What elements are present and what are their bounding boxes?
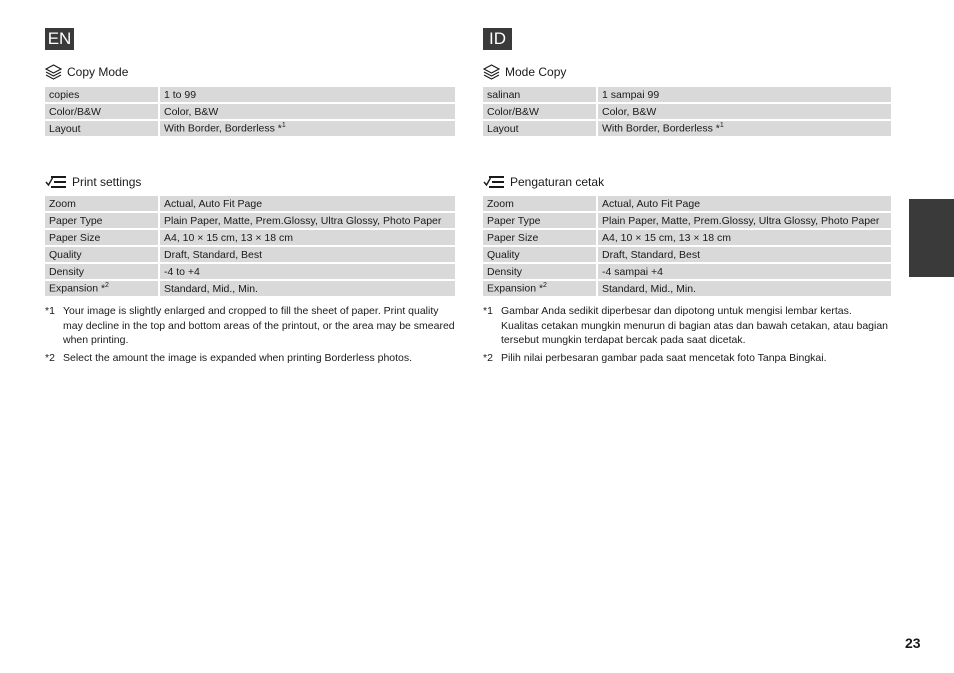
copy-mode-heading	[483, 62, 566, 82]
page-number: 23	[905, 635, 921, 651]
row-key: Density	[45, 264, 160, 279]
row-key: Paper Size	[45, 230, 160, 245]
row-key: Paper Type	[45, 213, 160, 228]
row-value: Actual, Auto Fit Page	[160, 196, 455, 211]
row-value-text: With Border, Borderless *	[164, 122, 282, 135]
row-value: Plain Paper, Matte, Prem.Glossy, Ultra Glossy, Photo Paper	[160, 213, 455, 228]
footnote	[483, 351, 891, 366]
row-key: Color/B&W	[483, 104, 598, 119]
footnote-text: Select the amount the image is expanded when printing Borderless photos.	[63, 351, 413, 364]
row-value: Color, B&W	[598, 104, 891, 119]
table-row	[483, 247, 891, 262]
table-row	[483, 213, 891, 228]
footnote	[45, 351, 455, 366]
row-value: Color, B&W	[160, 104, 455, 119]
row-key: Zoom	[45, 196, 160, 211]
row-key: Paper Type	[483, 213, 598, 228]
language-tag-en: EN	[45, 28, 74, 50]
table-row	[483, 196, 891, 211]
table-row	[483, 230, 891, 245]
row-value: 1 to 99	[160, 87, 455, 102]
print-settings-table	[45, 194, 455, 298]
copy-mode-title: Copy Mode	[67, 65, 129, 79]
copy-mode-stack-icon	[45, 64, 62, 81]
row-value: -4 sampai +4	[598, 264, 891, 279]
copy-mode-stack-icon	[483, 64, 500, 81]
row-key-text: Expansion *	[487, 282, 544, 295]
row-key: Layout	[483, 121, 598, 136]
row-value	[160, 121, 455, 136]
language-tag-id: ID	[483, 28, 512, 50]
table-row	[483, 121, 891, 136]
footnotes	[483, 304, 891, 368]
row-value: Draft, Standard, Best	[160, 247, 455, 262]
table-row	[483, 104, 891, 119]
table-row	[45, 104, 455, 119]
footnote-mark: *2	[483, 351, 493, 364]
row-key	[483, 281, 598, 296]
table-row	[45, 87, 455, 102]
footnote-text: Gambar Anda sedikit diperbesar dan dipotong untuk mengisi lembar kertas. Kualitas cetakan mungkin menurun di bagian atas dan bawah cetakan, atau bagian tersebut mungkin terdapat bercak pada saat dicetak.	[501, 305, 889, 346]
footnote	[45, 304, 455, 348]
table-row	[45, 121, 455, 136]
row-key-text: Expansion *	[49, 282, 106, 295]
table-row	[45, 247, 455, 262]
row-value	[598, 121, 891, 136]
footnote-ref: 1	[281, 122, 286, 130]
row-key: Zoom	[483, 196, 598, 211]
table-row	[483, 264, 891, 279]
footnote-ref: 1	[719, 122, 724, 130]
footnote-mark: *2	[45, 351, 55, 364]
row-key: Paper Size	[483, 230, 598, 245]
print-settings-table	[483, 194, 891, 298]
copy-mode-heading	[45, 62, 128, 82]
footnote-ref: 2	[543, 282, 547, 290]
row-value: A4, 10 × 15 cm, 13 × 18 cm	[598, 230, 891, 245]
row-key: Density	[483, 264, 598, 279]
copy-mode-table	[483, 85, 891, 138]
row-value-text: With Border, Borderless *	[602, 122, 720, 135]
copy-mode-table	[45, 85, 455, 138]
footnote-text: Your image is slightly enlarged and cropped to fill the sheet of paper. Print quality may decline in the top and bottom areas of the printout, or the area may be smeared when printing.	[63, 305, 455, 346]
table-row	[483, 87, 891, 102]
chapter-side-tab	[909, 199, 954, 277]
row-value: -4 to +4	[160, 264, 455, 279]
footnote-text: Pilih nilai perbesaran gambar pada saat mencetak foto Tanpa Bingkai.	[501, 351, 827, 364]
row-value: A4, 10 × 15 cm, 13 × 18 cm	[160, 230, 455, 245]
row-key: salinan	[483, 87, 598, 102]
table-row	[45, 213, 455, 228]
row-value: Plain Paper, Matte, Prem.Glossy, Ultra Glossy, Photo Paper	[598, 213, 891, 228]
footnote	[483, 304, 891, 348]
print-settings-heading	[45, 172, 141, 192]
checklist-icon	[483, 174, 505, 190]
footnote-mark: *1	[45, 305, 55, 317]
row-key	[45, 281, 160, 296]
table-row	[45, 281, 455, 296]
row-key: Color/B&W	[45, 104, 160, 119]
print-settings-heading	[483, 172, 604, 192]
row-value: Standard, Mid., Min.	[598, 281, 891, 296]
copy-mode-title: Mode Copy	[505, 65, 567, 79]
row-key: copies	[45, 87, 160, 102]
print-settings-title: Print settings	[72, 175, 142, 189]
print-settings-title: Pengaturan cetak	[510, 175, 605, 189]
table-row	[483, 281, 891, 296]
row-value: Actual, Auto Fit Page	[598, 196, 891, 211]
footnotes	[45, 304, 455, 368]
table-row	[45, 264, 455, 279]
checklist-icon	[45, 174, 67, 190]
row-key: Quality	[45, 247, 160, 262]
footnote-ref: 2	[105, 282, 109, 290]
table-row	[45, 196, 455, 211]
table-row	[45, 230, 455, 245]
footnote-mark: *1	[483, 305, 493, 317]
row-value: 1 sampai 99	[598, 87, 891, 102]
row-value: Standard, Mid., Min.	[160, 281, 455, 296]
row-value: Draft, Standard, Best	[598, 247, 891, 262]
row-key: Layout	[45, 121, 160, 136]
row-key: Quality	[483, 247, 598, 262]
